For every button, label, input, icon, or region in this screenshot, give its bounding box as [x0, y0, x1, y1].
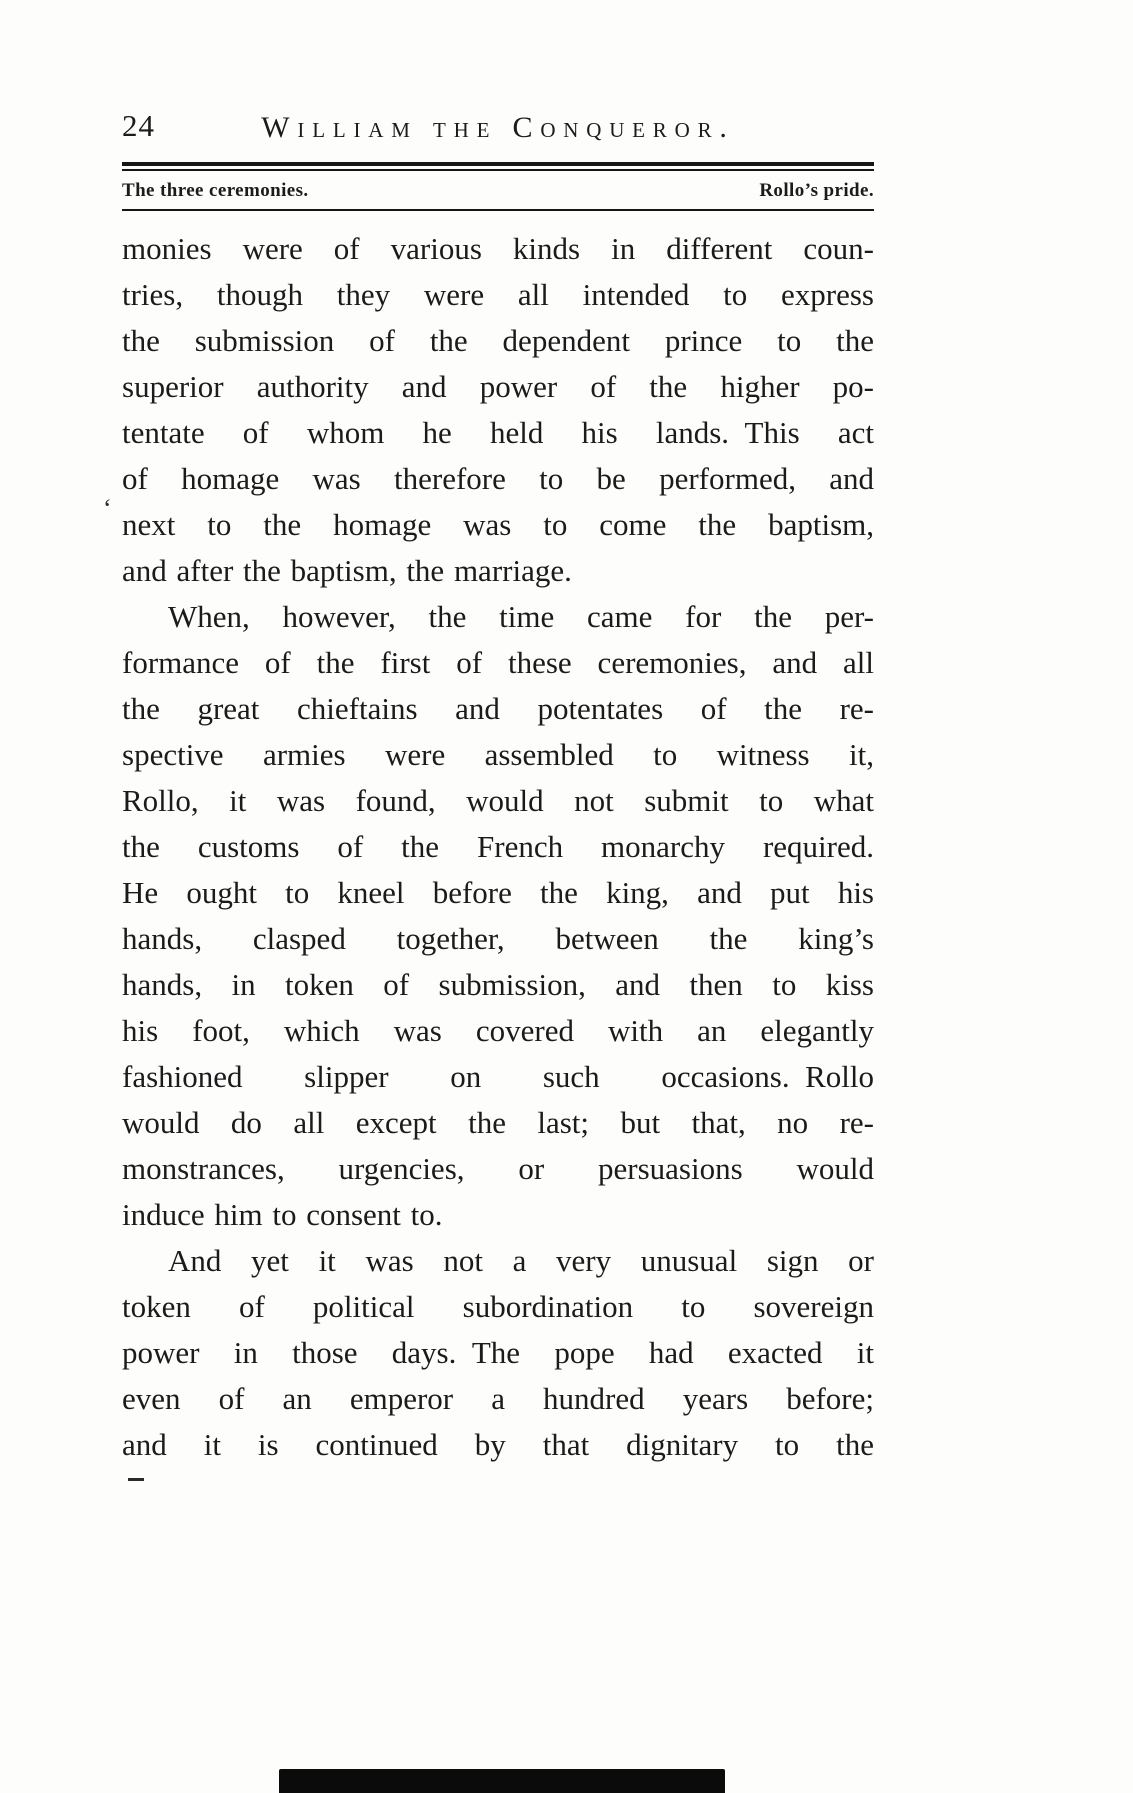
text-line: hands, in token of submission, and then to kiss [122, 967, 874, 1002]
text-line: of homage was therefore to be performed, and [122, 461, 874, 496]
text-line: power in those days. The pope had exacted it [122, 1335, 874, 1370]
page-number: 24 [122, 108, 155, 143]
text-line: and after the baptism, the marriage. [122, 553, 572, 588]
text-line: his foot, which was covered with an elegantly [122, 1013, 874, 1048]
single-rule [122, 209, 874, 211]
text-line: the submission of the dependent prince to the [122, 323, 874, 358]
text-line: fashioned slipper on such occasions. Rollo [122, 1059, 874, 1094]
text-line: even of an emperor a hundred years before; [122, 1381, 874, 1416]
paragraph [122, 226, 874, 594]
text-line: the great chieftains and potentates of the re- [122, 691, 874, 726]
page-header [122, 106, 874, 150]
double-rule [122, 162, 874, 171]
scan-artifact-bar [279, 1769, 725, 1793]
text-line: monstrances, urgencies, or persuasions would [122, 1151, 874, 1186]
text-line: spective armies were assembled to witness it, [122, 737, 874, 772]
text-line: monies were of various kinds in different coun- [122, 231, 874, 266]
text-line: token of political subordination to sovereign [122, 1289, 874, 1324]
paragraph [122, 1238, 874, 1468]
text-line: And yet it was not a very unusual sign or [168, 1243, 874, 1278]
running-heads [122, 180, 874, 202]
text-line: next to the homage was to come the baptism, [122, 507, 874, 542]
text-line: formance of the first of these ceremonies, and all [122, 645, 874, 680]
text-line: induce him to consent to. [122, 1197, 443, 1232]
running-head-left: The three ceremonies. [122, 180, 309, 201]
text-line: superior authority and power of the higher po- [122, 369, 874, 404]
text-line: Rollo, it was found, would not submit to what [122, 783, 874, 818]
stray-quote-mark: ‘ [103, 494, 112, 523]
text-line: He ought to kneel before the king, and put his [122, 875, 874, 910]
page-body [122, 226, 874, 1468]
text-line: and it is continued by that dignitary to the [122, 1427, 874, 1462]
page-title: William the Conqueror. [261, 111, 735, 144]
text-line: tries, though they were all intended to express [122, 277, 874, 312]
page-content [122, 106, 874, 1468]
text-line: hands, clasped together, between the king’s [122, 921, 874, 956]
text-line: When, however, the time came for the per- [168, 599, 874, 634]
margin-dash-artifact [128, 1478, 144, 1481]
text-line: the customs of the French monarchy required. [122, 829, 874, 864]
paragraph [122, 594, 874, 1238]
text-line: would do all except the last; but that, no re- [122, 1105, 874, 1140]
running-head-right: Rollo’s pride. [759, 180, 874, 201]
text-line: tentate of whom he held his lands. This act [122, 415, 874, 450]
